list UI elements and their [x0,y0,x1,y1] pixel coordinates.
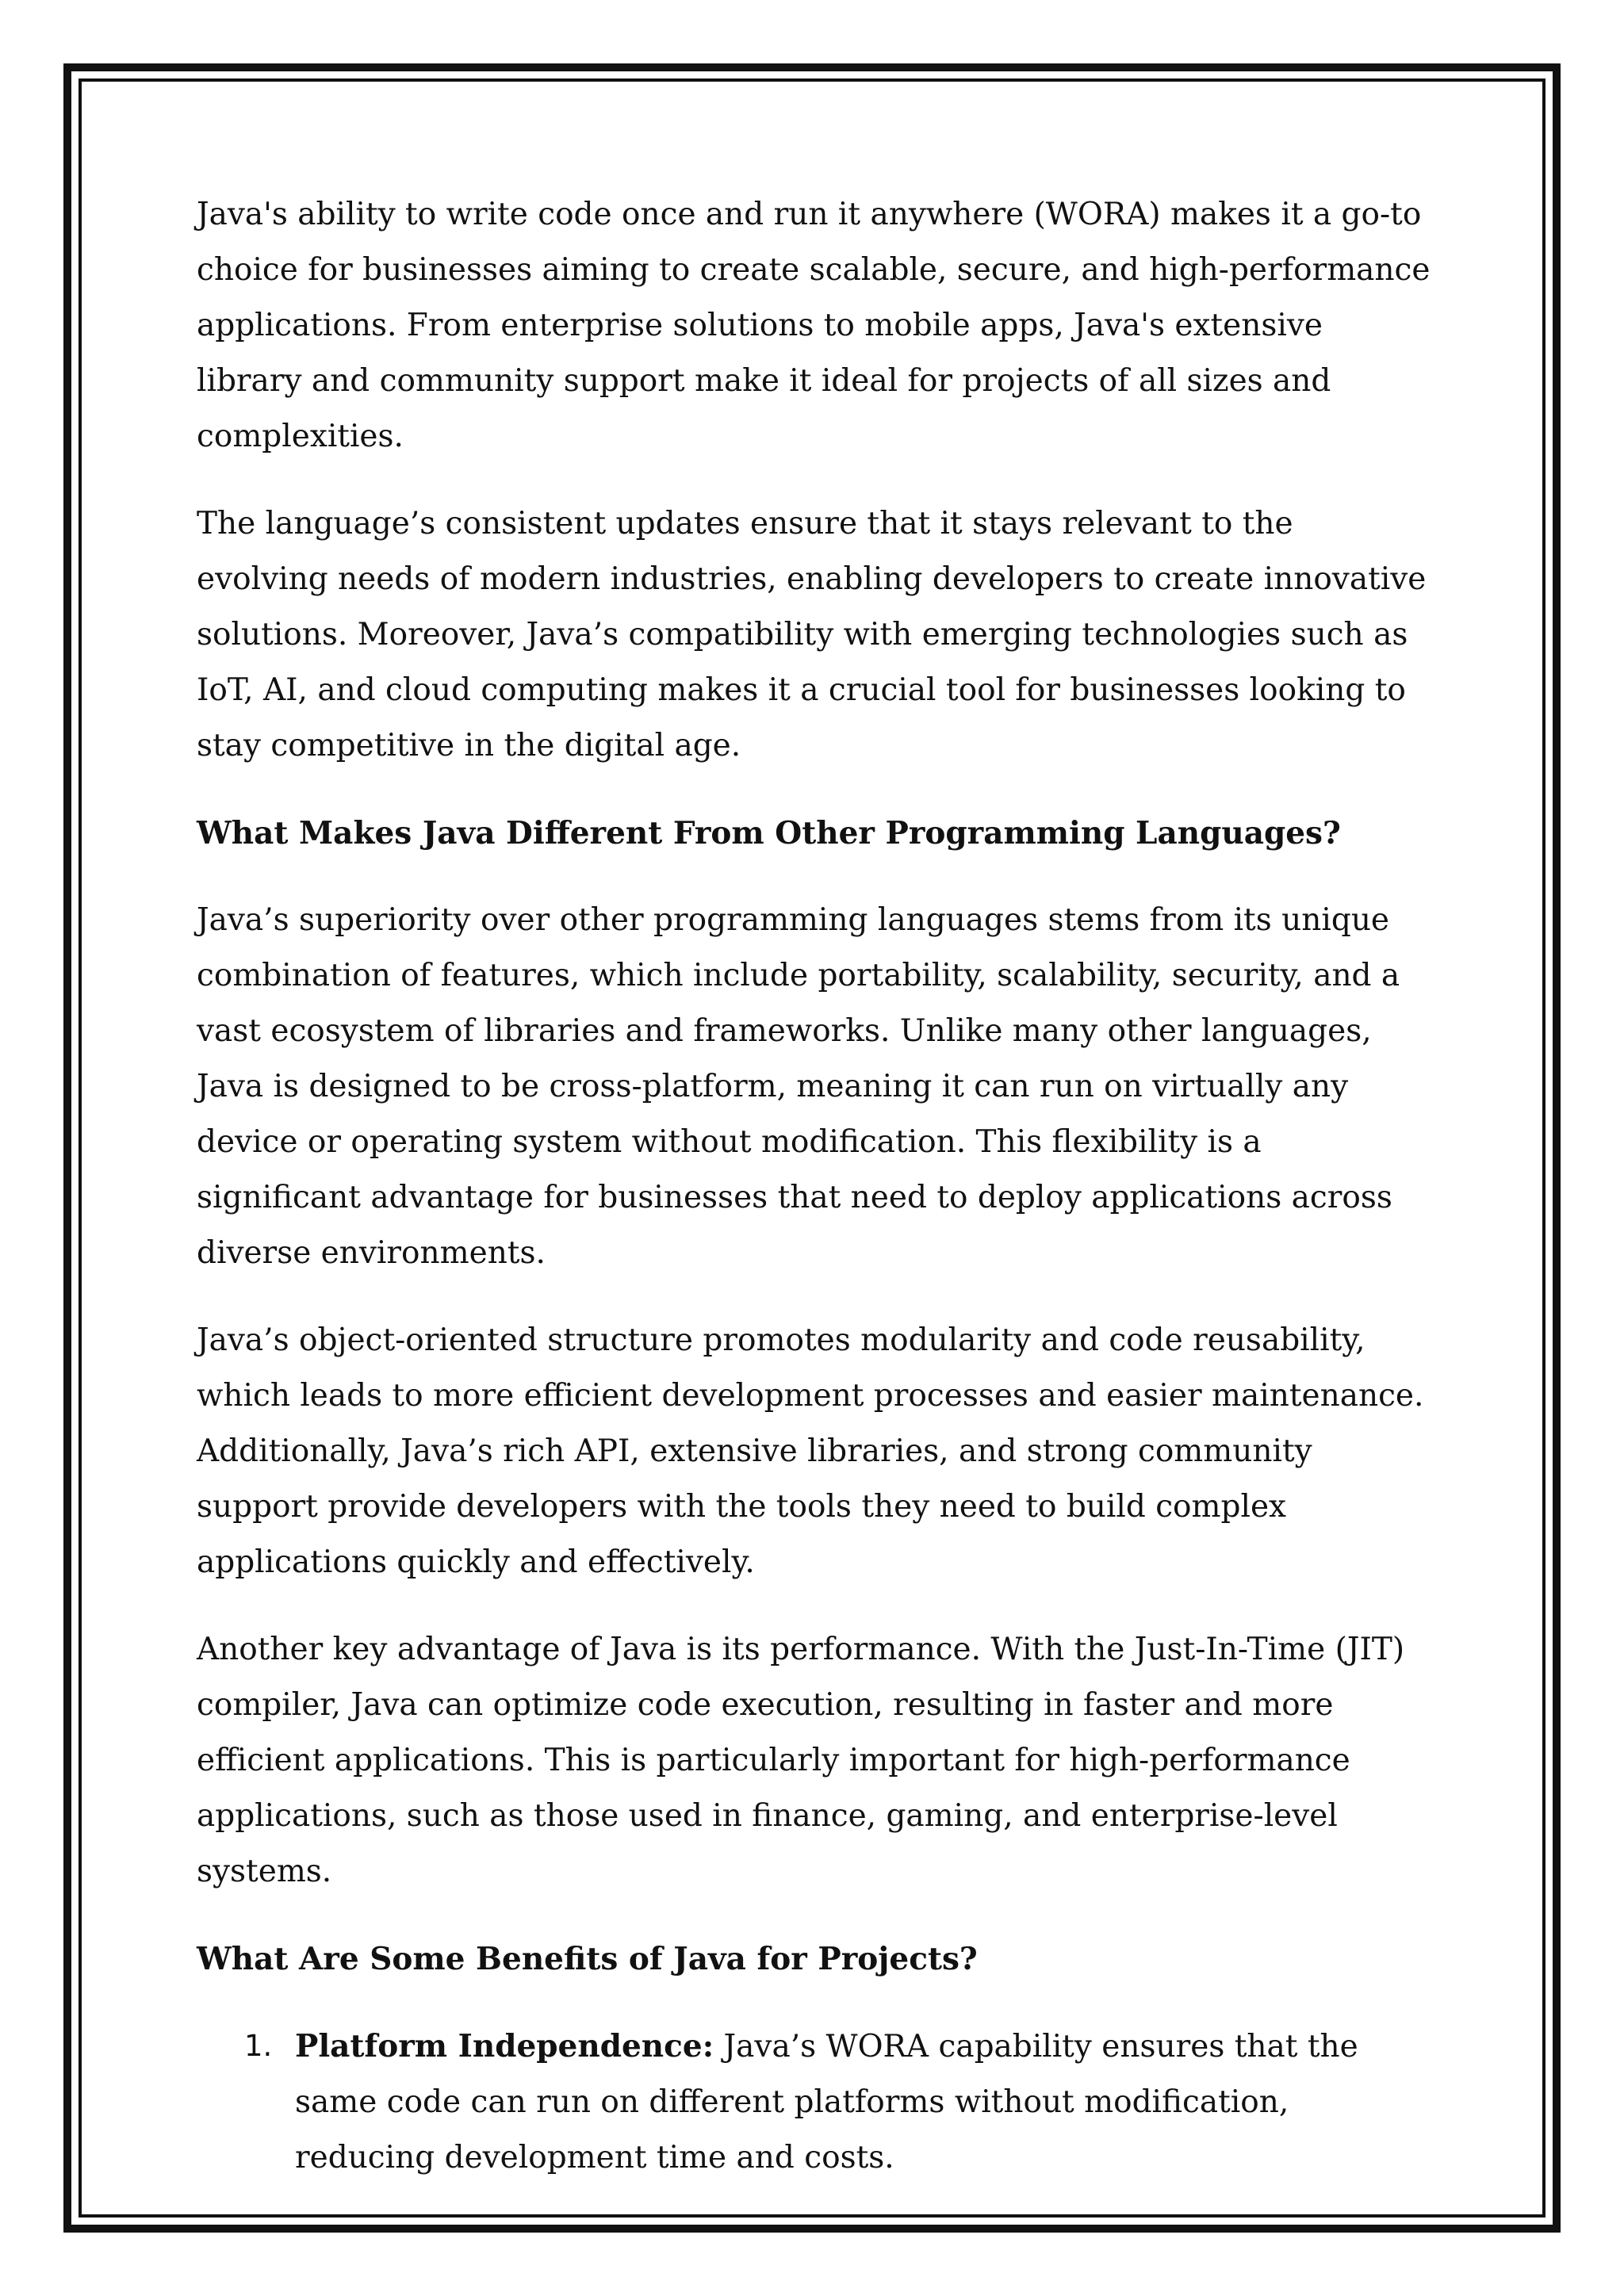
benefits-list [197,2019,1434,2186]
intro-paragraph-1: Java's ability to write code once and run it anywhere (WORA) makes it a go-to choice for businesses aiming to create scalable, secure, and high-performance applications. From enterprise solutions to mobile apps, Java's extensive library and community support make it ideal for projects of all sizes and complexities. [197,197,1431,454]
list-item-number: 1. [244,2029,273,2063]
section1-paragraph-2: Java’s object-oriented structure promotes modularity and code reusability, which leads to more efficient development processes and easier maintenance. Additionally, Java’s rich API, extensive libraries, and strong community support provide developers with the tools they need to build complex applications quickly and effectively. [197,1322,1424,1580]
section-heading-benefits: What Are Some Benefits of Java for Projects? [197,1941,978,1977]
list-item-text: Java’s WORA capability ensures that the same code can run on different platforms without modification, reducing development time and costs. [295,2029,1358,2175]
section1-paragraph-1: Java’s superiority over other programming languages stems from its unique combination of features, which include portability, scalability, security, and a vast ecosystem of libraries and frameworks. Unlike many other languages, Java is designed to be cross-platform, meaning it can run on virtually any device or operating system without modification. This flexibility is a significant advantage for businesses that need to deploy applications across diverse environments. [197,902,1400,1271]
section-heading-java-different: What Makes Java Different From Other Programming Languages? [197,815,1341,851]
section1-paragraph-3: Another key advantage of Java is its performance. With the Just-In-Time (JIT) compiler, Java can optimize code execution, resulting in faster and more efficient applications. This is particularly important for high-performance applications, such as those used in finance, gaming, and enterprise-level systems. [197,1632,1405,1889]
intro-paragraph-2: The language’s consistent updates ensure that it stays relevant to the evolving needs of modern industries, enabling developers to create innovative solutions. Moreover, Java’s compatibility with emerging technologies such as IoT, AI, and cloud computing makes it a crucial tool for businesses looking to stay competitive in the digital age. [197,506,1427,763]
list-item-title: Platform Independence: [295,2028,714,2064]
document-body [197,187,1434,2186]
list-item [244,2019,1434,2186]
